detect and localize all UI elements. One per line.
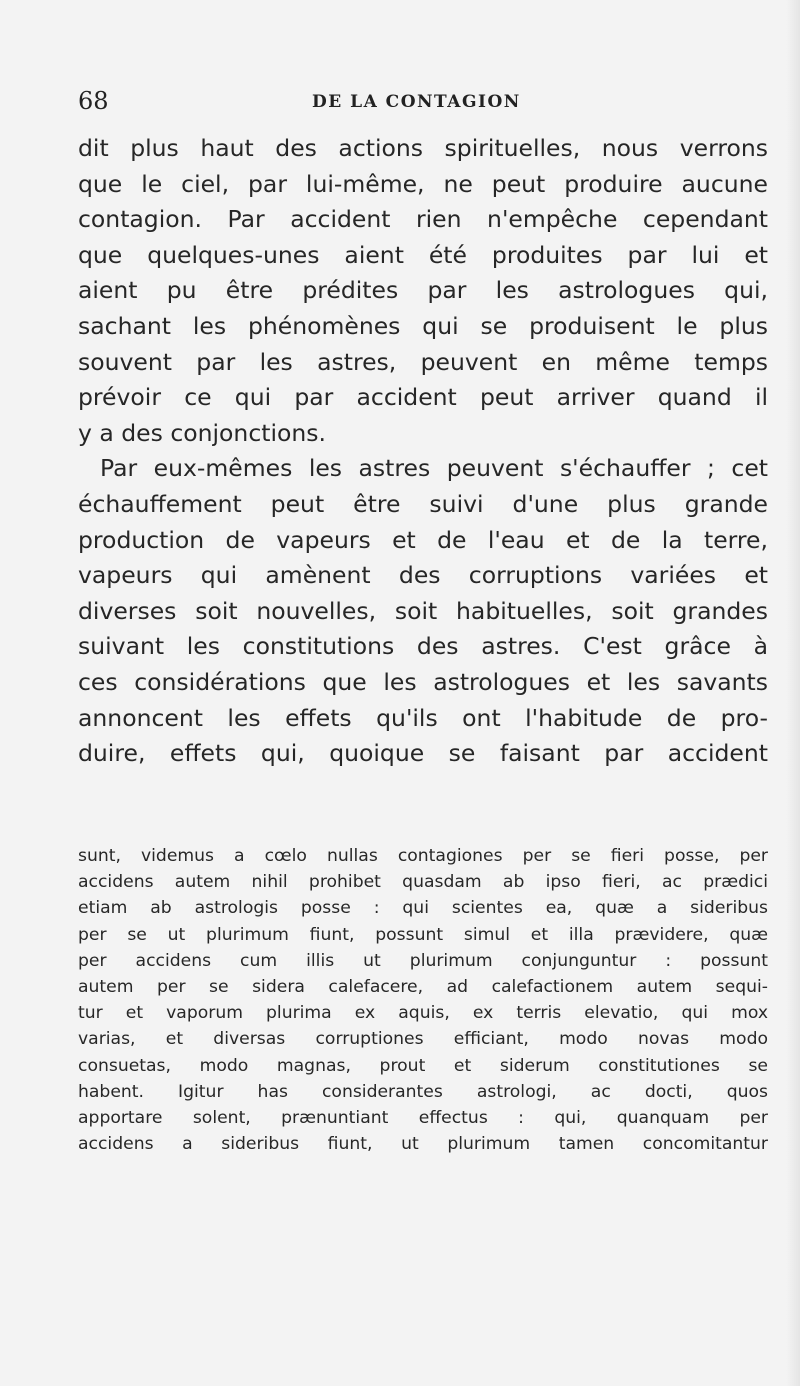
french-line: duire, effets qui, quoique se faisant par accident [78, 739, 768, 768]
latin-line: varias, et diversas corruptiones efficiant, modo novas modo [78, 1029, 768, 1050]
french-line: suivant les constitutions des astres. C'est grâce à [78, 632, 768, 661]
french-line: contagion. Par accident rien n'empêche cependant [78, 205, 768, 234]
french-line: dit plus haut des actions spirituelles, nous verrons [78, 134, 768, 162]
page-header [78, 88, 778, 114]
french-line: annoncent les effets qu'ils ont l'habitude de pro- [78, 703, 768, 732]
running-title: DE LA CONTAGION [312, 92, 521, 112]
latin-line: etiam ab astrologis posse : qui scientes ea, quæ a sideribus [78, 898, 768, 919]
french-line: diverses soit nouvelles, soit habituelles, soit grandes [78, 596, 768, 625]
latin-line: apportare solent, prænuntiant effectus : qui, quanquam per [78, 1107, 768, 1128]
page-number: 68 [78, 87, 109, 115]
french-line: production de vapeurs et de l'eau et de la terre, [78, 525, 768, 554]
french-line: que quelques-unes aient été produites par lui et [78, 240, 768, 269]
french-line: souvent par les astres, peuvent en même temps [78, 347, 768, 376]
french-line: ces considérations que les astrologues et les savants [78, 667, 768, 696]
latin-line: per se ut plurimum fiunt, possunt simul et illa prævidere, quæ [78, 924, 768, 945]
page-edge-shadow [786, 0, 800, 1386]
latin-line: per accidens cum illis ut plurimum conjunguntur : possunt [78, 950, 768, 971]
latin-line: sunt, videmus a cœlo nullas contagiones per se fieri posse, per [78, 846, 768, 866]
latin-line: consuetas, modo magnas, prout et siderum constitutiones se [78, 1055, 768, 1076]
latin-line: autem per se sidera calefacere, ad calefactionem autem sequi- [78, 976, 768, 997]
french-line: vapeurs qui amènent des corruptions variées et [78, 561, 768, 590]
latin-original-block [78, 843, 768, 1157]
latin-line: habent. Igitur has considerantes astrologi, ac docti, quos [78, 1081, 768, 1102]
french-line: que le ciel, par lui-même, ne peut produire aucune [78, 169, 768, 198]
french-line: prévoir ce qui par accident peut arriver quand il [78, 383, 768, 412]
french-line: sachant les phénomènes qui se produisent le plus [78, 311, 768, 340]
latin-line: accidens a sideribus fiunt, ut plurimum tamen concomitantur [78, 1134, 768, 1155]
french-line: aient pu être prédites par les astrologues qui, [78, 276, 768, 305]
french-translation-block [78, 131, 768, 772]
french-line: échauffement peut être suivi d'une plus grande [78, 489, 768, 518]
french-line: y a des conjonctions. [78, 418, 326, 447]
latin-line: tur et vaporum plurima ex aquis, ex terris elevatio, qui mox [78, 1003, 768, 1024]
french-line: Par eux-mêmes les astres peuvent s'échauffer ; cet [100, 454, 768, 483]
latin-line: accidens autem nihil prohibet quasdam ab ipso fieri, ac prædici [78, 872, 768, 893]
